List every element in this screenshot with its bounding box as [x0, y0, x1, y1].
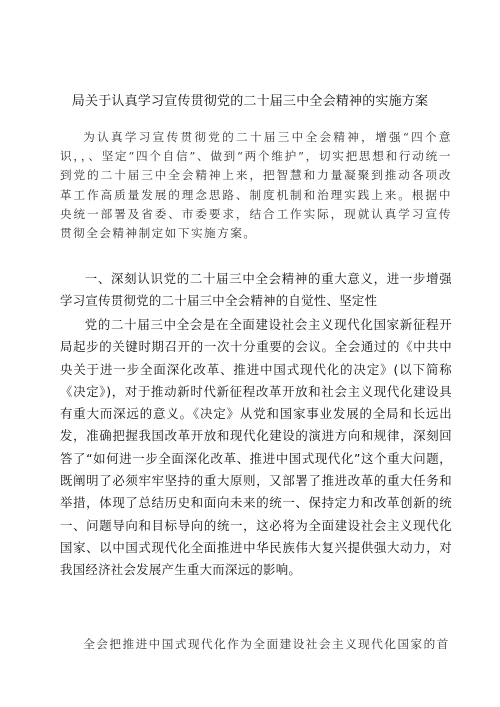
intro-paragraph: 为认真学习宣传贯彻党的二十届三中全会精神，增强“四个意识，，、坚定“四个自信”、做到“两个维护”，切实把思想和行动统一到党的二十届三中全会精神上来，把智慧和力量凝聚到推动各项改革工作高质量发展的理念思路、制度机制和治理实践上来。根据中央统一部署及省委、市委要求，结合工作实际，现就认真学习宣传贯彻全会精神制定如下实施方案。 [60, 130, 452, 241]
document-title: 局关于认真学习宣传贯彻党的二十届三中全会精神的实施方案 [71, 94, 429, 109]
section-heading-one: 一、深刻认识党的二十届三中全会精神的重大意义，进一步增强学习宣传贯彻党的二十届三中全会精神的自觉性、坚定性 [60, 271, 452, 309]
body-paragraph-one: 党的二十届三中全会是在全面建设社会主义现代化国家新征程开局起步的关键时期召开的一次十分重要的会议。全会通过的《中共中央关于进一步全面深化改革、推进中国式现代化的决定》(以下简称《决定》)，对于推动新时代新征程改革开放和社会主义现代化建设具有重大而深远的意义。《决定》从党和国家事业发展的全局和长远出发，准确把握我国改革开放和现代化建设的演进方向和规律，深刻回答了“如何进一步全面深化改革、推进中国式现代化”这个重大问题，既阐明了必须牢牢坚持的重大原则，又部署了推进改革的重大任务和举措，体现了总结历史和面向未来的统一、保持定力和改革创新的统一、问题导向和目标导向的统一，这必将为全面建设社会主义现代化国家、以中国式现代化全面推进中华民族伟大复兴提供强大动力，对我国经济社会发展产生重大而深远的影响。 [60, 317, 452, 578]
body-paragraph-two: 全会把推进中国式现代化作为全面建设社会主义现代化国家的首 [83, 637, 450, 651]
